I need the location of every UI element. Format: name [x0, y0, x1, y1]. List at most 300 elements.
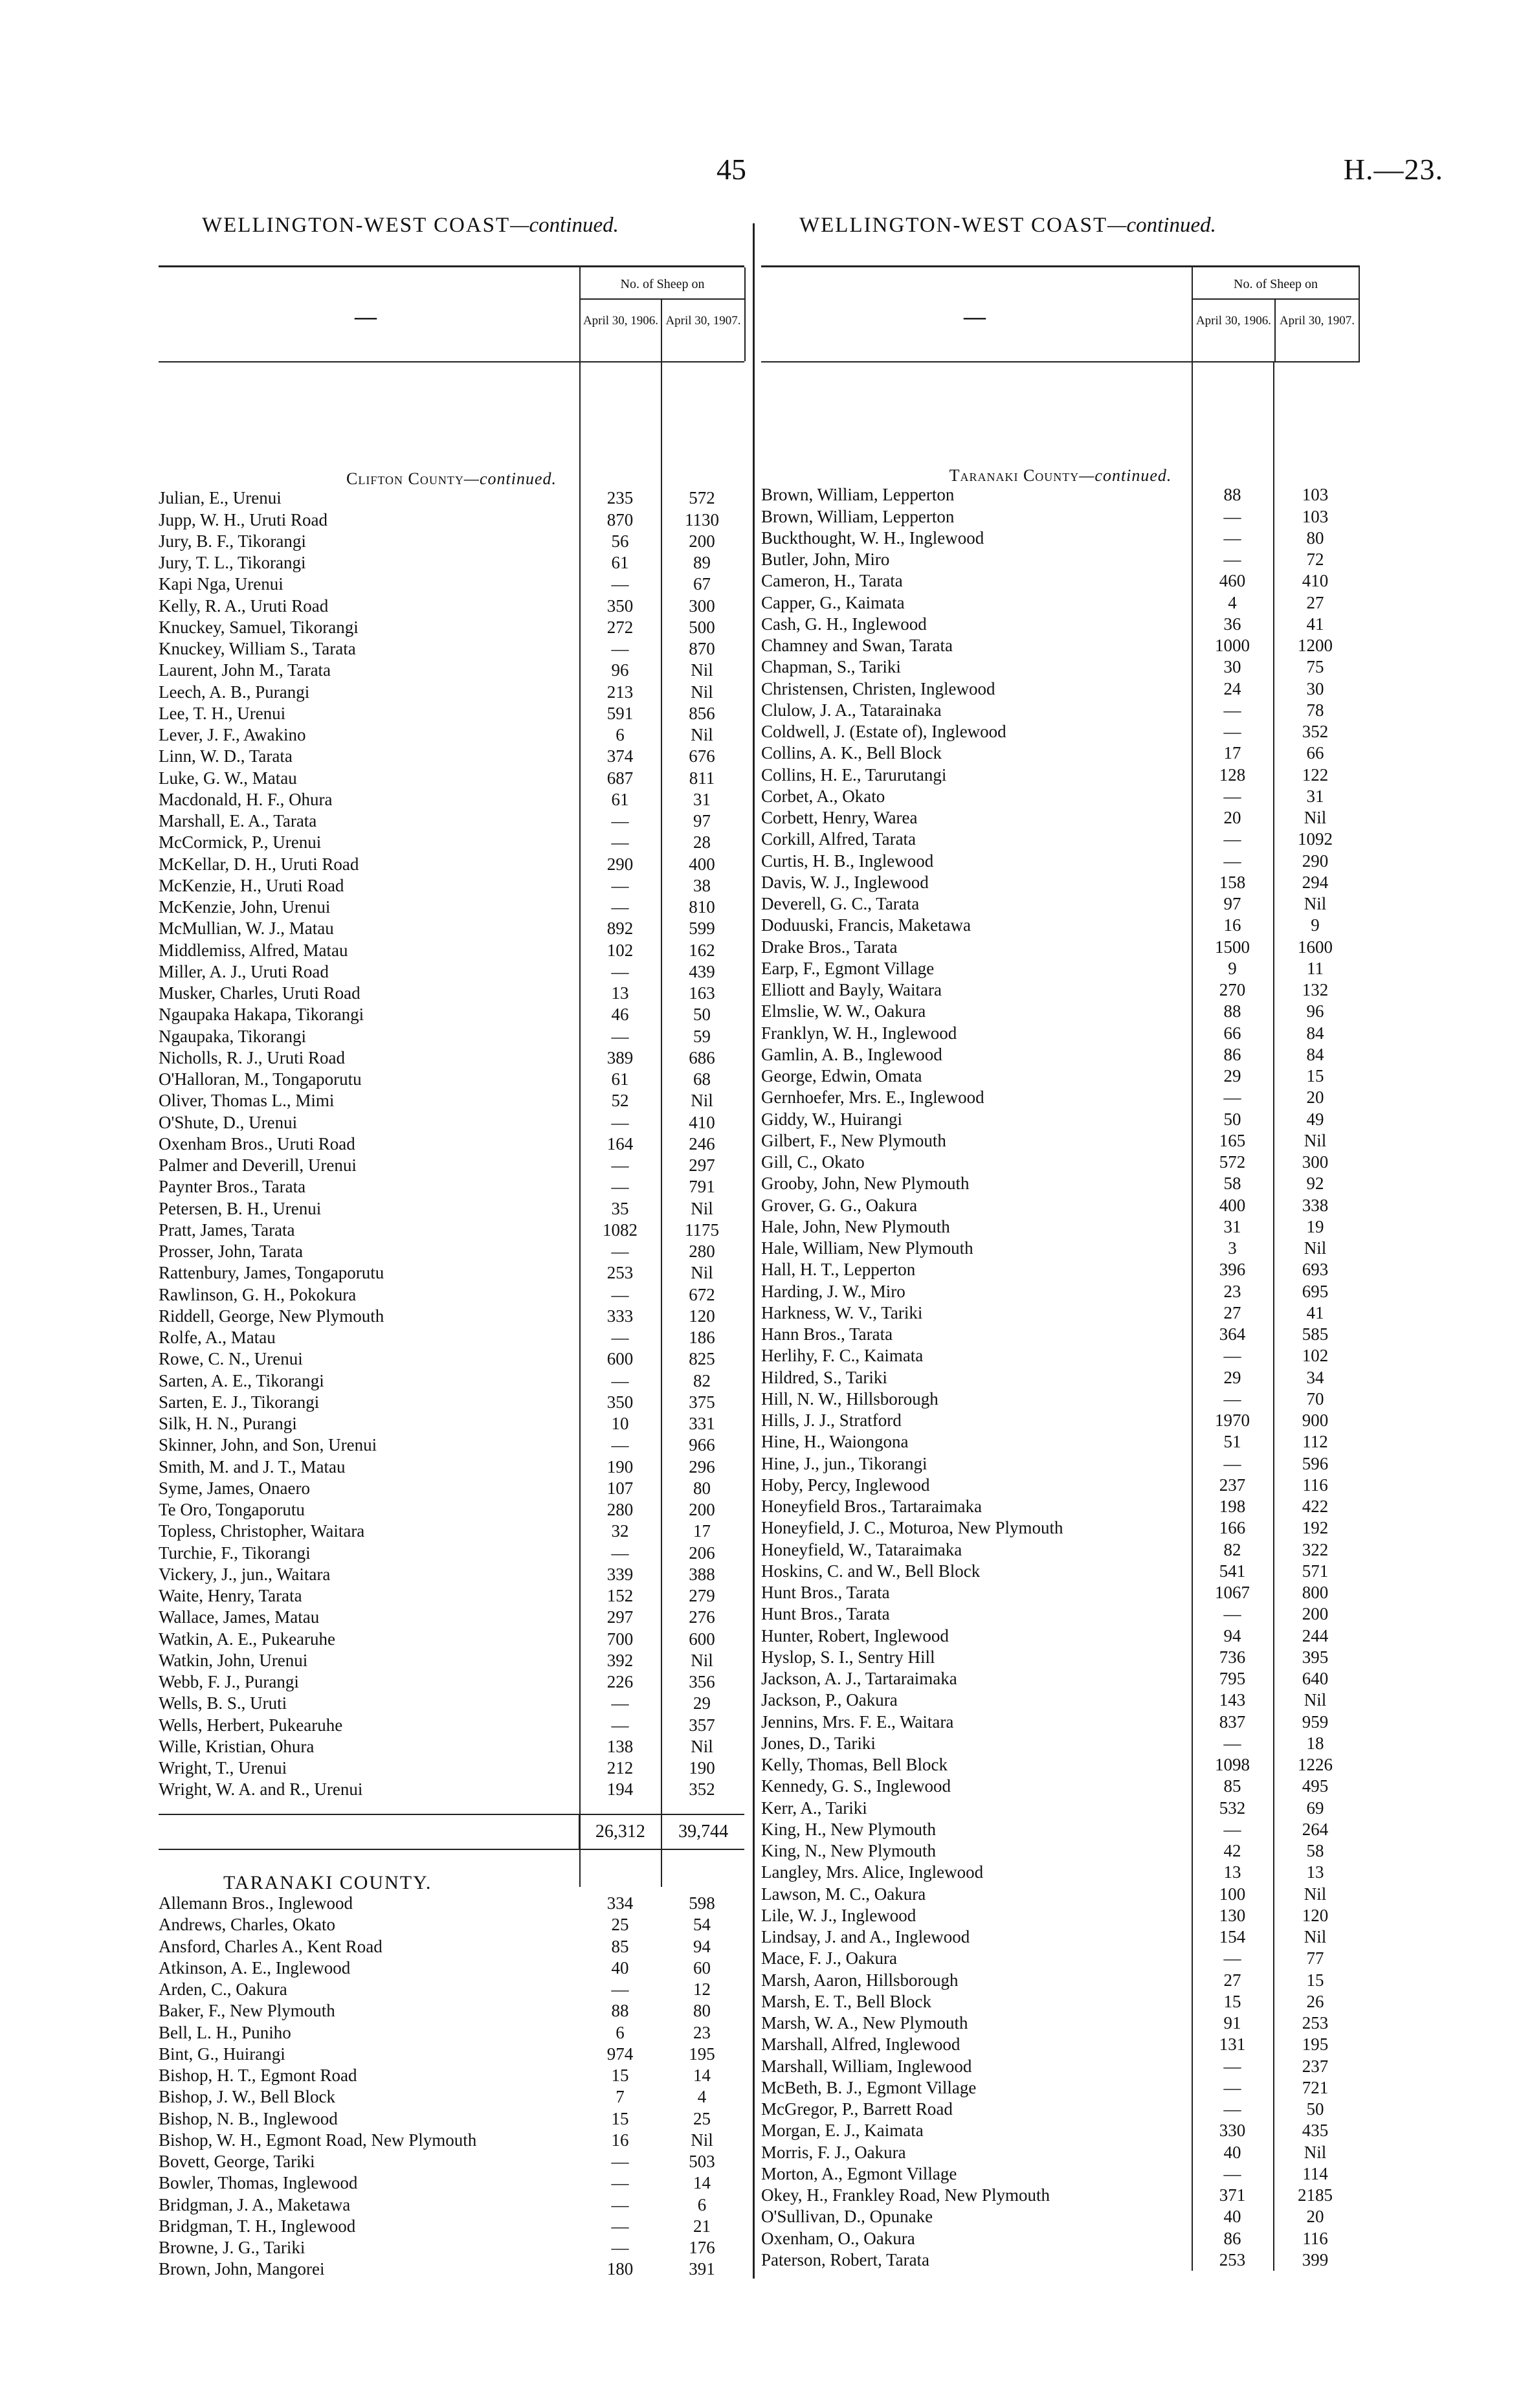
- owner-name: Miller, A. J., Uruti Road: [159, 961, 329, 981]
- sheep-1906: 736: [1219, 1647, 1246, 1667]
- owner-name: Oxenham, O., Oakura: [761, 2228, 915, 2248]
- sheep-1907: 322: [1302, 1539, 1329, 1559]
- owner-name: Waite, Henry, Tarata: [159, 1586, 302, 1605]
- sheep-1907: 186: [689, 1328, 715, 1347]
- sheep-1906: —: [1223, 829, 1241, 849]
- sheep-1907: 103: [1302, 485, 1329, 505]
- owner-name: Corbett, Henry, Warea: [761, 808, 918, 827]
- sheep-1906: 3: [1228, 1238, 1237, 1258]
- sheep-1907: 50: [1306, 2099, 1324, 2119]
- table-row: [761, 2077, 1360, 2099]
- table-row: [159, 1693, 744, 1714]
- owner-name: Smith, M. and J. T., Matau: [159, 1456, 346, 1477]
- sheep-1907: 78: [1306, 700, 1324, 720]
- section-name: TARANAKI COUNTY.: [223, 1871, 432, 1893]
- owner-name: Marshall, William, Inglewood: [761, 2056, 972, 2076]
- sheep-1906: —: [611, 2152, 629, 2171]
- sheep-1907: 34: [1306, 1367, 1324, 1387]
- sheep-1907: 72: [1306, 550, 1324, 569]
- sheep-1907: 811: [689, 768, 715, 788]
- sheep-1906: 86: [1223, 1044, 1241, 1064]
- right-table: [761, 265, 1360, 2271]
- table-row: [761, 635, 1360, 656]
- owner-name: Hale, John, New Plymouth: [761, 1216, 950, 1236]
- right-vline-2: [1273, 362, 1274, 2271]
- table-row: [761, 1001, 1360, 1022]
- sheep-1907: 399: [1302, 2249, 1329, 2269]
- sheep-1906: 460: [1219, 571, 1246, 591]
- owner-name: Ansford, Charles A., Kent Road: [159, 1936, 383, 1956]
- sheep-1907: 1130: [685, 509, 719, 530]
- sheep-1906: 158: [1219, 872, 1246, 892]
- owner-name: Gamlin, A. B., Inglewood: [761, 1044, 942, 1064]
- owner-name: Butler, John, Miro: [761, 550, 890, 569]
- owner-name: McBeth, B. J., Egmont Village: [761, 2077, 977, 2097]
- sheep-1906: 154: [1219, 1927, 1246, 1946]
- table-row: [159, 2086, 744, 2108]
- sheep-1906: 91: [1223, 2013, 1241, 2033]
- sheep-1906: 88: [611, 2001, 629, 2021]
- owner-name: Kapi Nga, Urenui: [159, 574, 283, 594]
- sheep-1906: —: [1223, 1388, 1241, 1409]
- left-table-body: [159, 362, 744, 2280]
- sheep-1907: 599: [689, 919, 715, 939]
- sheep-1907: 69: [1306, 1798, 1324, 1818]
- owner-name: Doduuski, Francis, Maketawa: [761, 915, 971, 935]
- sheep-1907: 237: [1302, 2056, 1329, 2076]
- sheep-1906: 541: [1219, 1561, 1246, 1581]
- owner-name: Oxenham Bros., Uruti Road: [159, 1133, 355, 1154]
- sheep-1907: 162: [689, 940, 715, 960]
- sheep-1906: 194: [606, 1779, 634, 1800]
- table-row: [159, 2044, 744, 2065]
- table-row: [761, 2206, 1360, 2227]
- sheep-1906: —: [611, 2238, 629, 2257]
- sheep-1906: 82: [1223, 1539, 1241, 1559]
- table-row: [761, 807, 1360, 829]
- table-row: [761, 1689, 1360, 1711]
- total-label-spacer: [159, 1815, 579, 1849]
- sheep-1907: 356: [689, 1672, 715, 1691]
- owner-name: Marsh, E. T., Bell Block: [761, 1991, 931, 2011]
- sheep-1907: 810: [689, 897, 715, 917]
- owner-name: Webb, F. J., Purangi: [159, 1672, 299, 1691]
- owner-name: Hine, J., jun., Tikorangi: [761, 1453, 927, 1473]
- table-row: [761, 1905, 1360, 1926]
- table-row: [159, 1957, 744, 1979]
- sheep-1906: 31: [1223, 1216, 1241, 1236]
- sheep-1907: 21: [693, 2216, 711, 2236]
- owner-name: Browne, J. G., Tariki: [159, 2238, 305, 2257]
- table-row: [159, 2108, 744, 2130]
- sheep-1906: 36: [1223, 614, 1241, 634]
- owner-name: Marsh, W. A., New Plymouth: [761, 2013, 968, 2033]
- sheep-1907: 38: [693, 875, 711, 895]
- sheep-1906: 56: [611, 531, 629, 551]
- sheep-1907: 686: [689, 1047, 715, 1067]
- sheep-1907: 1200: [1298, 636, 1333, 655]
- table-row: [159, 1543, 744, 1564]
- sheep-1907: 503: [689, 2152, 715, 2171]
- table-row: [761, 786, 1360, 807]
- left-vline-1: [579, 362, 581, 1887]
- section-suffix: —continued.: [1079, 466, 1172, 485]
- sheep-1907: 296: [689, 1456, 715, 1477]
- owner-name: Gilbert, F., New Plymouth: [761, 1130, 946, 1150]
- sheep-1907: 28: [693, 832, 711, 853]
- table-row: [159, 832, 744, 853]
- sheep-1906: 290: [606, 854, 634, 874]
- table-row: [159, 1914, 744, 1935]
- sheep-1907: 58: [1306, 1841, 1324, 1860]
- table-row: [761, 2034, 1360, 2055]
- owner-name: Bowler, Thomas, Inglewood: [159, 2173, 358, 2193]
- table-row: [761, 1884, 1360, 1905]
- sheep-1907: 120: [1302, 1905, 1329, 1925]
- sheep-1907: 116: [1302, 1475, 1328, 1495]
- document-code: H.—23.: [1343, 153, 1443, 186]
- sheep-1906: —: [611, 1155, 629, 1175]
- owner-name: Lindsay, J. and A., Inglewood: [761, 1927, 970, 1946]
- sheep-1906: 164: [606, 1133, 634, 1154]
- table-row: [761, 1302, 1360, 1324]
- table-row: [761, 1195, 1360, 1216]
- sheep-1907: 120: [689, 1306, 715, 1326]
- sheep-1906: 280: [606, 1500, 634, 1519]
- sheep-1907: 17: [693, 1521, 711, 1541]
- sheep-1907: Nil: [691, 1650, 713, 1670]
- sheep-1906: 837: [1219, 1711, 1246, 1732]
- left-vline-2: [661, 362, 662, 1887]
- owner-name: Leech, A. B., Purangi: [159, 682, 310, 702]
- sheep-1907: 190: [689, 1758, 715, 1778]
- owner-name: Pratt, James, Tarata: [159, 1220, 295, 1240]
- owner-name: Oliver, Thomas L., Mimi: [159, 1091, 335, 1111]
- owner-name: Luke, G. W., Matau: [159, 768, 297, 788]
- sheep-1906: 15: [611, 2108, 629, 2128]
- sheep-1907: Nil: [691, 2130, 713, 2150]
- sheep-1906: —: [611, 2173, 629, 2193]
- sheep-1907: 338: [1302, 1195, 1329, 1215]
- owner-name: Gernhoefer, Mrs. E., Inglewood: [761, 1087, 984, 1108]
- table-row: [159, 2022, 744, 2044]
- sheep-1907: 1175: [685, 1220, 719, 1240]
- owner-name: Morton, A., Egmont Village: [761, 2163, 957, 2183]
- sheep-1906: 97: [1223, 894, 1241, 913]
- owner-name: Rawlinson, G. H., Pokokura: [159, 1284, 357, 1304]
- table-row: [761, 1970, 1360, 1991]
- sheep-1906: 61: [611, 553, 629, 572]
- sheep-1906: 1067: [1215, 1583, 1250, 1602]
- sheep-1907: 388: [689, 1564, 715, 1584]
- sheep-1907: 31: [693, 789, 711, 809]
- table-row: [159, 983, 744, 1004]
- sheep-1906: —: [611, 1242, 629, 1261]
- table-row: [159, 1779, 744, 1800]
- owner-name: Prosser, John, Tarata: [159, 1242, 303, 1261]
- table-row: [159, 1047, 744, 1069]
- sheep-1907: 96: [1306, 1001, 1324, 1021]
- sheep-1906: —: [611, 2216, 629, 2236]
- sheep-1907: 422: [1302, 1497, 1329, 1516]
- owner-name: Curtis, H. B., Inglewood: [761, 851, 934, 871]
- sheep-1906: 42: [1223, 1841, 1241, 1860]
- table-row: [159, 1284, 744, 1306]
- table-row: [159, 1521, 744, 1542]
- sheep-1906: 226: [606, 1672, 634, 1691]
- sheep-1907: 112: [1302, 1432, 1328, 1452]
- table-row: [761, 1625, 1360, 1647]
- table-row: [159, 875, 744, 897]
- sheep-1906: —: [611, 1370, 629, 1390]
- sheep-1907: 4: [697, 2087, 707, 2107]
- owner-name: Paynter Bros., Tarata: [159, 1177, 306, 1197]
- table-row: [159, 1392, 744, 1413]
- section-heading: [761, 463, 1360, 484]
- table-row: [159, 1434, 744, 1456]
- sheep-1906: —: [1223, 722, 1241, 741]
- sheep-1906: 6: [616, 2022, 625, 2042]
- table-row: [159, 574, 744, 595]
- sheep-1907: 596: [1302, 1453, 1329, 1473]
- table-row: [761, 1668, 1360, 1689]
- sheep-1907: 19: [1306, 1216, 1324, 1236]
- table-row: [761, 1324, 1360, 1345]
- table-row: [761, 656, 1360, 678]
- sheep-1906: 107: [606, 1478, 634, 1498]
- owner-name: Bishop, W. H., Egmont Road, New Plymouth: [159, 2130, 477, 2150]
- owner-name: Knuckey, Samuel, Tikorangi: [159, 617, 359, 637]
- table-row: [159, 1413, 744, 1434]
- table-row: [159, 1327, 744, 1348]
- table-row: [159, 2216, 744, 2237]
- table-row: [159, 854, 744, 875]
- sheep-1907: 290: [1302, 851, 1329, 871]
- owner-name: Buckthought, W. H., Inglewood: [761, 528, 984, 548]
- table-row: [761, 506, 1360, 528]
- owner-name: Linn, W. D., Tarata: [159, 746, 293, 766]
- total-1906: 26,312: [579, 1815, 661, 1849]
- sheep-1907: 132: [1302, 980, 1329, 999]
- sheep-1907: 6: [697, 2194, 707, 2214]
- table-row: [761, 1840, 1360, 1862]
- table-row: [761, 742, 1360, 764]
- sheep-1907: Nil: [1304, 1884, 1327, 1904]
- sheep-1907: 279: [689, 1586, 715, 1605]
- owner-name: O'Sullivan, D., Opunake: [761, 2207, 933, 2227]
- table-row: [159, 2130, 744, 2151]
- owner-name: Jury, B. F., Tikorangi: [159, 531, 306, 551]
- table-row: [159, 918, 744, 939]
- sheep-1906: 270: [1219, 980, 1246, 999]
- table-row: [159, 1893, 744, 1914]
- owner-name: Knuckey, William S., Tarata: [159, 639, 356, 658]
- table-row: [761, 2142, 1360, 2163]
- table-row: [159, 660, 744, 681]
- owner-name: Grooby, John, New Plymouth: [761, 1174, 970, 1194]
- sheep-1907: 41: [1306, 614, 1324, 634]
- owner-name: Capper, G., Kaimata: [761, 592, 905, 612]
- owner-name: Silk, H. N., Purangi: [159, 1414, 297, 1433]
- owner-name: Cash, G. H., Inglewood: [761, 614, 927, 634]
- sheep-1907: 357: [689, 1715, 715, 1735]
- right-header-group: [1192, 267, 1360, 361]
- table-row: [159, 1004, 744, 1025]
- sheep-1906: —: [1223, 2077, 1241, 2097]
- sheep-1906: 213: [606, 682, 634, 702]
- sheep-1906: 165: [1219, 1130, 1246, 1150]
- owner-name: Brown, William, Lepperton: [761, 485, 955, 505]
- table-row: [159, 2258, 744, 2280]
- sheep-1907: 23: [693, 2022, 711, 2042]
- owner-name: Palmer and Deverill, Urenui: [159, 1155, 357, 1175]
- sheep-1907: 29: [693, 1693, 711, 1713]
- table-row: [761, 1926, 1360, 1948]
- owner-name: McMullian, W. J., Matau: [159, 919, 334, 939]
- sheep-1907: 14: [693, 2173, 711, 2193]
- table-row: [761, 872, 1360, 893]
- table-row: [761, 2163, 1360, 2185]
- owner-name: Lever, J. F., Awakino: [159, 725, 306, 744]
- table-row: [761, 1044, 1360, 1065]
- sheep-1906: 13: [611, 983, 629, 1003]
- owner-name: Bridgman, T. H., Inglewood: [159, 2216, 356, 2236]
- owner-name: Hoby, Percy, Inglewood: [761, 1475, 930, 1495]
- sheep-1906: —: [1223, 1819, 1241, 1839]
- owner-name: Hine, H., Waiongona: [761, 1432, 909, 1452]
- table-row: [761, 1087, 1360, 1108]
- table-row: [159, 1198, 744, 1220]
- sheep-1907: 435: [1302, 2121, 1329, 2141]
- owner-name: Brown, John, Mangorei: [159, 2259, 325, 2279]
- sheep-1906: 350: [606, 596, 634, 616]
- sheep-1906: 212: [606, 1758, 634, 1778]
- owner-name: Jones, D., Tariki: [761, 1733, 876, 1753]
- sheep-1907: 92: [1306, 1174, 1324, 1194]
- table-row: [761, 1647, 1360, 1668]
- sheep-1907: Nil: [1304, 808, 1327, 827]
- sheep-1906: —: [611, 1112, 629, 1132]
- sheep-1906: 253: [1219, 2249, 1246, 2269]
- section-name: Clifton County: [346, 469, 464, 488]
- table-row: [761, 1517, 1360, 1539]
- sheep-1906: —: [1223, 2163, 1241, 2183]
- table-row: [761, 1603, 1360, 1625]
- sheep-1906: 24: [1223, 678, 1241, 698]
- sheep-1906: —: [611, 1543, 629, 1563]
- owner-name: Jackson, A. J., Tartaraimaka: [761, 1669, 957, 1688]
- table-row: [159, 1650, 744, 1671]
- sheep-1906: 61: [611, 789, 629, 809]
- sheep-1907: Nil: [691, 1736, 713, 1756]
- sheep-1907: Nil: [691, 660, 713, 680]
- sheep-1907: 12: [693, 1979, 711, 1999]
- table-row: [159, 1090, 744, 1111]
- sheep-1906: —: [611, 1177, 629, 1197]
- owner-name: McKenzie, John, Urenui: [159, 897, 331, 917]
- sheep-1907: 195: [1302, 2035, 1329, 2055]
- sheep-1906: 88: [1223, 1001, 1241, 1021]
- sheep-1907: 391: [689, 2259, 715, 2279]
- sheep-1907: 352: [1302, 722, 1329, 741]
- owner-name: Corbet, A., Okato: [761, 786, 885, 806]
- sheep-1906: 795: [1219, 1669, 1246, 1688]
- owner-name: Bridgman, J. A., Maketawa: [159, 2194, 351, 2214]
- owner-name: Jupp, W. H., Uruti Road: [159, 509, 328, 530]
- sheep-1907: 102: [1302, 1346, 1329, 1366]
- table-row: [159, 897, 744, 918]
- sheep-1906: 52: [611, 1091, 629, 1111]
- section-heading: [159, 1871, 744, 1893]
- sheep-1906: 94: [1223, 1625, 1241, 1645]
- owner-name: Marshall, Alfred, Inglewood: [761, 2035, 960, 2055]
- owner-name: Deverell, G. C., Tarata: [761, 894, 920, 913]
- table-row: [761, 1238, 1360, 1259]
- sheep-1906: 88: [1223, 485, 1241, 505]
- table-row: [761, 1711, 1360, 1733]
- sheep-1906: 130: [1219, 1905, 1246, 1925]
- sheep-1907: 84: [1306, 1044, 1324, 1064]
- sheep-1907: 2185: [1298, 2185, 1333, 2205]
- sheep-1906: 7: [616, 2087, 625, 2107]
- sheep-1906: 9: [1228, 958, 1237, 978]
- page-number: 45: [716, 153, 746, 186]
- sheep-1907: Nil: [1304, 1927, 1327, 1946]
- table-row: [761, 764, 1360, 786]
- sheep-1907: 122: [1302, 764, 1329, 785]
- owner-name: Sarten, E. J., Tikorangi: [159, 1392, 320, 1412]
- sheep-1907: 246: [689, 1133, 715, 1154]
- owner-name: O'Halloran, M., Tongaporutu: [159, 1069, 362, 1089]
- sheep-1907: 300: [1302, 1152, 1329, 1172]
- sheep-1907: 15: [1306, 1066, 1324, 1086]
- sheep-1907: 297: [689, 1155, 715, 1175]
- sheep-1907: 116: [1302, 2228, 1328, 2248]
- sheep-1907: 500: [689, 617, 715, 637]
- left-heading-title: WELLINGTON-WEST COAST: [202, 214, 511, 237]
- right-vline-1: [1192, 362, 1193, 2271]
- table-row: [159, 1155, 744, 1176]
- owner-name: Vickery, J., jun., Waitara: [159, 1564, 331, 1584]
- table-row: [761, 549, 1360, 570]
- sheep-1906: 396: [1219, 1260, 1246, 1280]
- table-row: [159, 789, 744, 810]
- sheep-1906: —: [611, 811, 629, 831]
- section-heading: [159, 466, 744, 487]
- table-row: [159, 1112, 744, 1133]
- sheep-1906: 27: [1223, 1970, 1241, 1990]
- table-row: [159, 617, 744, 638]
- sheep-1907: 400: [689, 854, 715, 874]
- owner-name: Chapman, S., Tariki: [761, 657, 901, 677]
- sheep-1906: 600: [606, 1349, 634, 1369]
- table-row: [159, 682, 744, 703]
- owner-name: Lile, W. J., Inglewood: [761, 1905, 916, 1925]
- table-row: [761, 1410, 1360, 1431]
- left-col1-header: April 30, 1906.: [583, 314, 659, 328]
- sheep-1906: —: [1223, 851, 1241, 871]
- table-row: [159, 1979, 744, 2000]
- owner-name: Ngaupaka, Tikorangi: [159, 1026, 306, 1046]
- sheep-1906: 29: [1223, 1367, 1241, 1387]
- sheep-1906: 15: [1223, 1991, 1241, 2011]
- table-row: [159, 2065, 744, 2086]
- sheep-1906: 16: [1223, 915, 1241, 935]
- owner-name: George, Edwin, Omata: [761, 1066, 922, 1086]
- sheep-1906: 974: [606, 2044, 634, 2064]
- table-row: [761, 1798, 1360, 1819]
- owner-name: Rowe, C. N., Urenui: [159, 1349, 303, 1369]
